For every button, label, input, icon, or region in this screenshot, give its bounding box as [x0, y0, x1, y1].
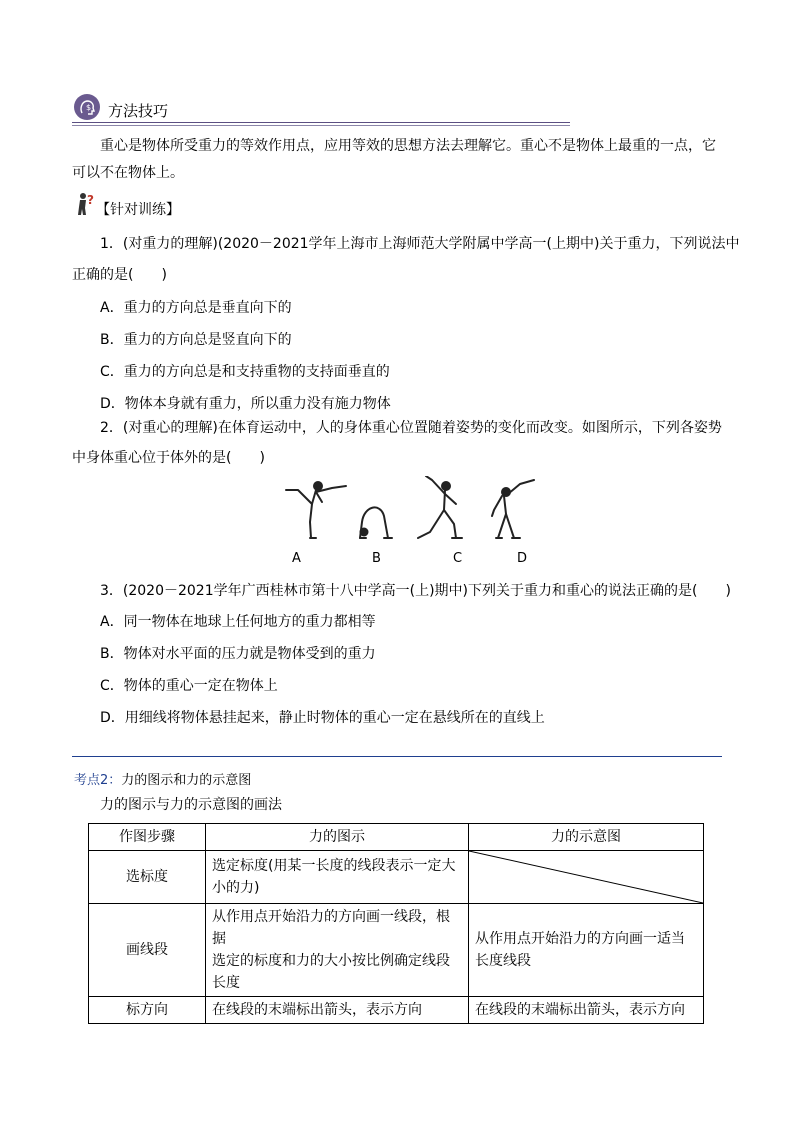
- section-divider: [72, 756, 722, 757]
- cell-text-line: 从作用点开始沿力的方向画一适当: [475, 931, 685, 947]
- header-rule: [72, 122, 570, 123]
- table-row: [89, 997, 704, 1024]
- table-cell-sketch: [469, 904, 704, 997]
- posture-figure-c: [418, 476, 462, 538]
- cell-text-line: 长度线段: [475, 953, 531, 969]
- cell-text-line: 在线段的末端标出箭头，表示方向: [475, 1002, 685, 1018]
- figure-label-a: A: [292, 551, 301, 566]
- q3-option-b: B．物体对水平面的压力就是物体受到的重力: [100, 646, 376, 662]
- cell-text-line: 长度: [212, 975, 240, 991]
- q1-option-b: B．重力的方向总是竖直向下的: [100, 332, 292, 348]
- figure-label-c: C: [453, 551, 463, 566]
- table-header-cell: 力的示意图: [469, 824, 704, 851]
- table-header-cell: 作图步骤: [89, 824, 206, 851]
- training-label: 【针对训练】: [96, 202, 180, 218]
- cell-text-line: 在线段的末端标出箭头，表示方向: [212, 1002, 422, 1018]
- figure-label-b: B: [372, 551, 381, 566]
- q2-stem-line1: 2．(对重心的理解)在体育运动中，人的身体重心位置随着姿势的变化而改变。如图所示，下列各姿势: [100, 420, 722, 436]
- figure-label-d: D: [517, 551, 528, 566]
- cell-text-line: 从作用点开始沿力的方向画一线段，根据: [212, 909, 450, 947]
- cell-text-line: 小的力): [212, 880, 260, 896]
- table-cell-diagram: [206, 851, 469, 904]
- q3-option-d: D．用细线将物体悬挂起来，静止时物体的重心一定在悬线所在的直线上: [100, 710, 545, 726]
- diagonal-line: [469, 851, 703, 903]
- kp2-heading: [74, 771, 251, 791]
- q3-option-a: A．同一物体在地球上任何地方的重力都相等: [100, 614, 376, 630]
- posture-figure-d: [492, 480, 534, 538]
- posture-figures: [280, 476, 550, 544]
- q1-option-c: C．重力的方向总是和支持重物的支持面垂直的: [100, 364, 390, 380]
- question-figure-icon: [76, 192, 96, 216]
- q1-stem-line1: 1．(对重力的理解)(2020－2021学年上海市上海师范大学附属中学高一(上期中)关于重力，下列说法中: [100, 236, 740, 252]
- table-row: [89, 904, 704, 997]
- q2-stem-line2: 中身体重心位于体外的是( ): [72, 450, 265, 466]
- table-cell-step: 画线段: [89, 904, 206, 997]
- table-header-cell: 力的图示: [206, 824, 469, 851]
- drawing-method-table: [88, 823, 704, 1024]
- section-header: [72, 94, 570, 124]
- table-cell-step: 标方向: [89, 997, 206, 1024]
- kp2-title: 力的图示和力的示意图: [121, 773, 252, 788]
- svg-text:$: $: [86, 103, 92, 112]
- method-text-line2: 可以不在物体上。: [72, 165, 184, 181]
- table-cell-sketch-empty: [469, 851, 704, 904]
- kp2-subtitle: 力的图示与力的示意图的画法: [100, 797, 282, 813]
- posture-figure-a: [286, 482, 346, 538]
- table-cell-sketch: [469, 997, 704, 1024]
- cell-text-line: 选定的标度和力的大小按比例确定线段: [212, 953, 450, 969]
- brain-head-icon: [74, 94, 100, 120]
- q3-option-c: C．物体的重心一定在物体上: [100, 678, 278, 694]
- kp2-label: 考点2：: [74, 773, 122, 788]
- q3-stem-line1: 3．(2020－2021学年广西桂林市第十八中学高一(上)期中)下列关于重力和重心的说法正确的是( ): [100, 583, 731, 599]
- q1-option-d: D．物体本身就有重力，所以重力没有施力物体: [100, 396, 391, 412]
- method-text-line1: 重心是物体所受重力的等效作用点，应用等效的思想方法去理解它。重心不是物体上最重的一点，它: [100, 138, 716, 154]
- q1-option-a: A．重力的方向总是垂直向下的: [100, 300, 292, 316]
- table-row: [89, 851, 704, 904]
- table-cell-diagram: [206, 997, 469, 1024]
- table-cell-step: 选标度: [89, 851, 206, 904]
- svg-text:?: ?: [87, 193, 94, 207]
- cell-text-line: 选定标度(用某一长度的线段表示一定大: [212, 858, 456, 874]
- section-title: 方法技巧: [108, 102, 169, 120]
- table-cell-diagram: [206, 904, 469, 997]
- header-rule-secondary: [72, 125, 570, 126]
- posture-figure-b: [360, 507, 392, 538]
- q1-stem-line2: 正确的是( ): [72, 267, 167, 283]
- table-header-row: [89, 824, 704, 851]
